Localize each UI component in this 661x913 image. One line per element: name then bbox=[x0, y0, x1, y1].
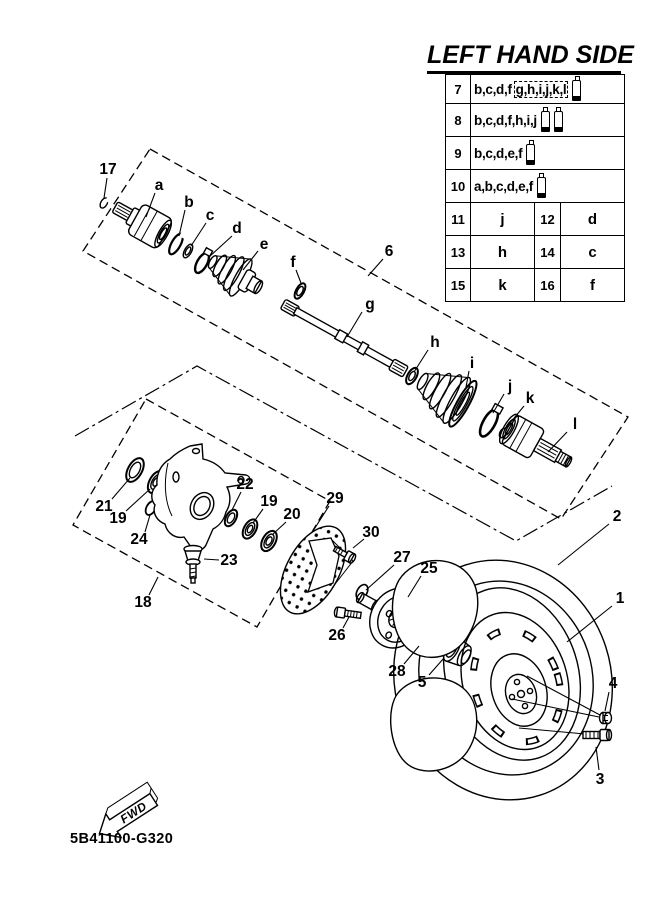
row-number: 14 bbox=[534, 236, 561, 268]
part-label-22: 22 bbox=[236, 476, 254, 493]
inner-cv-joint-a bbox=[107, 192, 176, 251]
row-number: 13 bbox=[446, 236, 471, 268]
part-label-18: 18 bbox=[134, 594, 152, 611]
row-number: 10 bbox=[446, 170, 471, 202]
part-label-28: 28 bbox=[388, 663, 406, 680]
leader-line-21 bbox=[112, 478, 130, 499]
leader-line-3 bbox=[596, 747, 599, 770]
leader-line-f bbox=[296, 270, 301, 283]
part-label-23: 23 bbox=[220, 552, 238, 569]
table-row-15-16 bbox=[446, 268, 624, 301]
part-label-30: 30 bbox=[362, 524, 380, 541]
row-parts bbox=[471, 78, 624, 101]
part-label-c: c bbox=[205, 207, 215, 224]
row-number: 12 bbox=[534, 203, 561, 235]
circlip-17 bbox=[99, 196, 111, 210]
part-label-24: 24 bbox=[130, 531, 148, 548]
grease-tube-icon bbox=[541, 111, 550, 132]
grease-tube-icon bbox=[537, 177, 546, 198]
lug-nut-4 bbox=[600, 713, 612, 724]
leader-line-17 bbox=[104, 178, 107, 198]
outer-cv-joint-l bbox=[496, 412, 578, 477]
grease-tube-icon bbox=[554, 111, 563, 132]
row-parts bbox=[471, 109, 624, 132]
leader-line-c bbox=[191, 223, 206, 246]
bolt-26 bbox=[334, 607, 362, 621]
boxed-parts-list: g,h,i,j,k,l bbox=[515, 81, 567, 97]
boot-clamp-d bbox=[192, 247, 214, 275]
part-label-17: 17 bbox=[99, 161, 117, 178]
row-parts bbox=[471, 142, 624, 165]
leader-line-22 bbox=[232, 492, 241, 510]
parts-list: b,c,d,f bbox=[474, 81, 512, 97]
seal-20 bbox=[258, 528, 280, 554]
part-label-f: f bbox=[290, 254, 296, 271]
leader-line-27 bbox=[366, 565, 394, 590]
parts-list: b,c,d,f,h,i,j bbox=[474, 112, 537, 128]
row-number: 9 bbox=[446, 137, 471, 169]
part-label-b: b bbox=[184, 194, 194, 211]
leader-line-18 bbox=[149, 577, 158, 595]
drawing-code: 5B41100-G320 bbox=[70, 831, 174, 847]
part-label-h: h bbox=[430, 334, 440, 351]
row-number: 11 bbox=[446, 203, 471, 235]
row-value: j bbox=[500, 210, 505, 228]
row-value: k bbox=[498, 276, 507, 294]
row-value: c bbox=[588, 243, 597, 261]
part-label-19: 19 bbox=[109, 510, 127, 527]
part-label-6: 6 bbox=[384, 243, 394, 260]
row-number: 15 bbox=[446, 269, 471, 301]
parts-kit-table bbox=[445, 74, 625, 302]
parts-list: a,b,c,d,e,f bbox=[474, 178, 533, 194]
part-label-5: 5 bbox=[417, 674, 427, 691]
ball-joint-23 bbox=[184, 546, 202, 584]
oil-seal-21 bbox=[123, 455, 148, 485]
table-row-7 bbox=[446, 75, 624, 103]
row-parts bbox=[471, 175, 624, 198]
grease-tube-icon bbox=[572, 80, 581, 101]
page-title: LEFT HAND SIDE bbox=[427, 42, 621, 74]
part-label-2: 2 bbox=[612, 508, 622, 525]
steering-knuckle bbox=[152, 444, 250, 550]
leader-line-g bbox=[347, 312, 362, 337]
part-label-27: 27 bbox=[393, 549, 411, 566]
part-label-3: 3 bbox=[595, 771, 605, 788]
row-number: 7 bbox=[446, 75, 471, 103]
part-label-21: 21 bbox=[95, 498, 113, 515]
table-row-10 bbox=[446, 169, 624, 202]
leader-line-23 bbox=[204, 559, 219, 560]
grease-tube-icon bbox=[526, 144, 535, 165]
row-number: 8 bbox=[446, 104, 471, 136]
part-label-j: j bbox=[507, 378, 513, 395]
parts-list: b,c,d,e,f bbox=[474, 145, 523, 161]
table-row-11-12 bbox=[446, 202, 624, 235]
part-label-26: 26 bbox=[328, 627, 346, 644]
row-value: d bbox=[587, 210, 598, 228]
table-row-13-14 bbox=[446, 235, 624, 268]
part-label-g: g bbox=[365, 296, 375, 313]
table-row-9 bbox=[446, 136, 624, 169]
ring-f bbox=[292, 282, 307, 301]
leader-line-5 bbox=[429, 658, 444, 675]
bearing-19-right bbox=[240, 517, 261, 541]
part-label-d: d bbox=[232, 220, 242, 237]
leader-line-h bbox=[414, 350, 428, 372]
part-label-1: 1 bbox=[615, 590, 625, 607]
part-label-i: i bbox=[469, 355, 475, 372]
part-label-29: 29 bbox=[326, 490, 344, 507]
fwd-arrow-label: FWD bbox=[117, 798, 150, 827]
part-label-4: 4 bbox=[608, 675, 618, 692]
part-label-a: a bbox=[154, 177, 164, 194]
part-label-19: 19 bbox=[260, 493, 278, 510]
leader-line-19 bbox=[253, 509, 263, 523]
table-row-8 bbox=[446, 103, 624, 136]
row-value: f bbox=[590, 276, 595, 294]
leader-line-d bbox=[209, 236, 232, 257]
row-number: 16 bbox=[534, 269, 561, 301]
leader-line-24 bbox=[145, 515, 150, 532]
leader-line-4 bbox=[605, 692, 609, 711]
row-value: h bbox=[497, 243, 508, 261]
part-label-20: 20 bbox=[283, 506, 301, 523]
leader-line-6 bbox=[368, 259, 383, 276]
part-label-25: 25 bbox=[420, 560, 438, 577]
part-label-e: e bbox=[259, 236, 269, 253]
leader-line-20 bbox=[272, 522, 286, 535]
leader-line-2 bbox=[558, 524, 609, 565]
wheel-bolt-3 bbox=[583, 730, 612, 741]
part-label-k: k bbox=[525, 390, 535, 407]
axle-shaft-g bbox=[280, 299, 408, 377]
washer-c bbox=[181, 243, 194, 260]
part-label-l: l bbox=[572, 416, 578, 433]
